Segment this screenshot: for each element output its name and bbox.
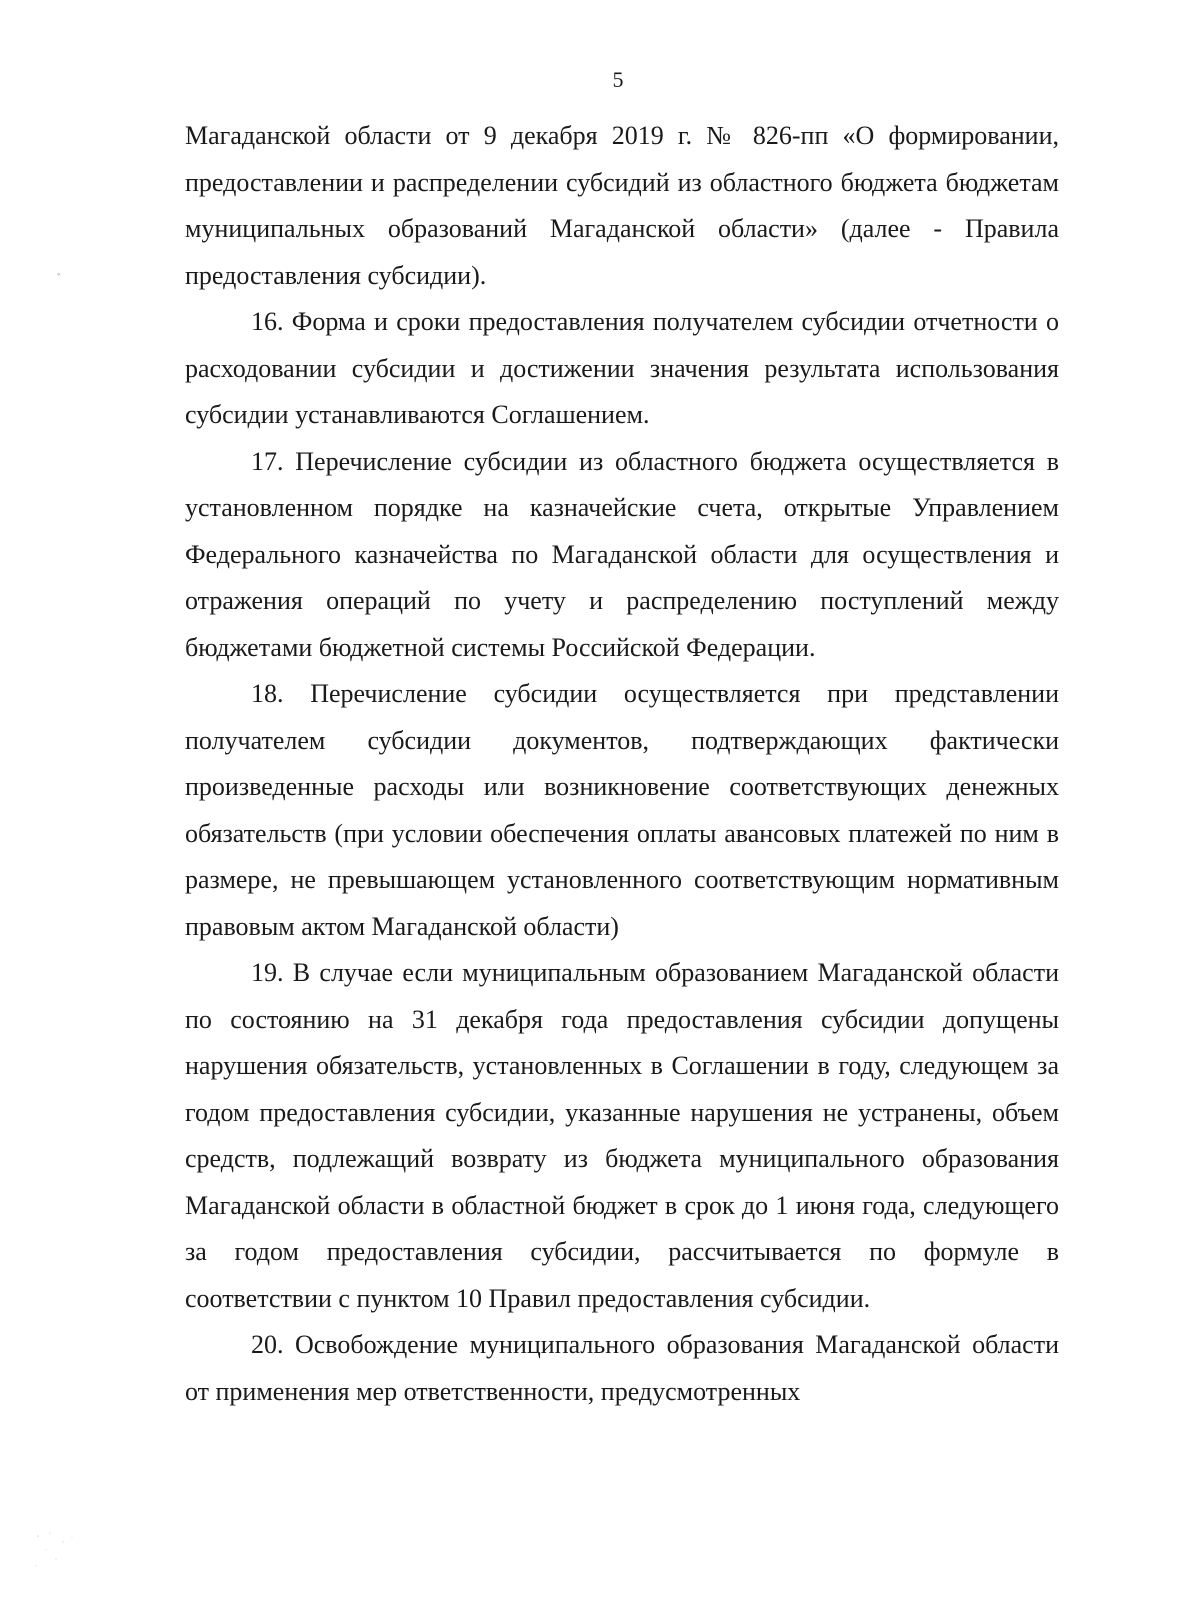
scan-artifact-dot: ◦ <box>57 269 61 279</box>
page-number: 5 <box>612 67 624 92</box>
document-body <box>185 113 1059 1415</box>
paragraph-20: 20. Освобождение муниципального образования Магаданской области от применения мер ответственности, предусмотренных <box>185 1330 1059 1406</box>
paragraph-continuation: Магаданской области от 9 декабря 2019 г. № 826-пп «О формировании, предоставлении и распределении субсидий из областного бюджета бюджетам муниципальных образований Магаданской области» (далее - Правила предоставления субсидии). <box>185 121 1059 290</box>
paragraph-18: 18. Перечисление субсидии осуществляется при представлении получателем субсидии документов, подтверждающих фактически произведенные расходы или возникновение соответствующих денежных обязательств (при условии обеспечения оплаты авансовых платежей по ним в размере, не превышающем установленного соответствующим нормативным правовым актом Магаданской области) <box>185 679 1059 941</box>
paragraph-19: 19. В случае если муниципальным образованием Магаданской области по состоянию на 31 декабря года предоставления субсидии допущены нарушения обязательств, установленных в Соглашении в году, следующем за годом предоставления субсидии, указанные нарушения не устранены, объем средств, подлежащий возврату из бюджета муниципального образования Магаданской области в областной бюджет в срок до 1 июня года, следующего за годом предоставления субсидии, рассчитывается по формуле в соответствии с пунктом 10 Правил предоставления субсидии. <box>185 958 1059 1313</box>
paragraph-17: 17. Перечисление субсидии из областного бюджета осуществляется в установленном порядке на казначейские счета, открытые Управлением Федерального казначейства по Магаданской области для осуществления и отражения операций по учету и распределению поступлений между бюджетами бюджетной системы Российской Федерации. <box>185 446 1059 662</box>
scan-artifact-smudge <box>28 1528 98 1573</box>
paragraph-16: 16. Форма и сроки предоставления получателем субсидии отчетности о расходовании субсидии и достижении значения результата использования субсидии устанавливаются Соглашением. <box>185 307 1059 429</box>
